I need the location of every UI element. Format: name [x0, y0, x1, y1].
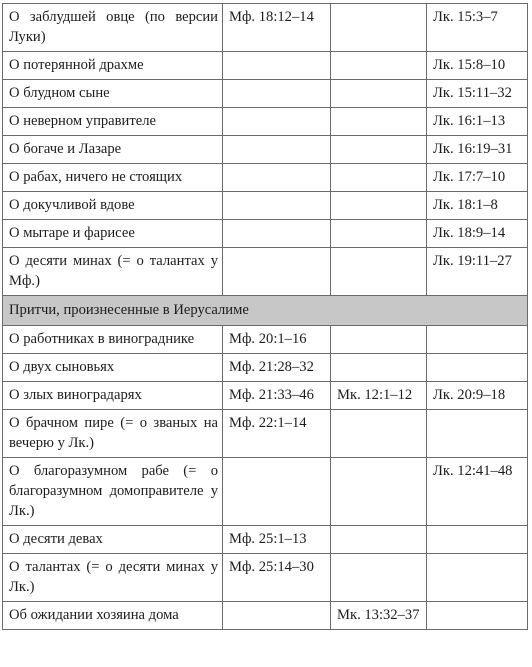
parable-name-cell: О потерянной драхме	[3, 52, 223, 80]
parable-name-cell: О десяти минах (= о талантах у Мф.)	[3, 248, 223, 296]
luke-ref-cell	[427, 554, 528, 602]
parable-name-cell: Об ожидании хозяина дома	[3, 602, 223, 630]
mark-ref-cell	[331, 80, 427, 108]
matthew-ref-cell	[223, 192, 331, 220]
table-row	[3, 382, 528, 410]
mark-ref-cell	[331, 554, 427, 602]
mark-ref-cell	[331, 220, 427, 248]
luke-ref-cell: Лк. 17:7–10	[427, 164, 528, 192]
table-row	[3, 526, 528, 554]
luke-ref-cell: Лк. 18:1–8	[427, 192, 528, 220]
luke-ref-cell: Лк. 15:11–32	[427, 80, 528, 108]
matthew-ref-cell	[223, 248, 331, 296]
matthew-ref-cell	[223, 136, 331, 164]
luke-ref-cell: Лк. 15:3–7	[427, 4, 528, 52]
luke-ref-cell	[427, 602, 528, 630]
mark-ref-cell	[331, 354, 427, 382]
table-row	[3, 220, 528, 248]
mark-ref-cell	[331, 526, 427, 554]
table-row	[3, 354, 528, 382]
parable-name-cell: О злых виноградарях	[3, 382, 223, 410]
luke-ref-cell: Лк. 16:19–31	[427, 136, 528, 164]
luke-ref-cell: Лк. 16:1–13	[427, 108, 528, 136]
section-header-row	[3, 296, 528, 326]
parable-name-cell: О докучливой вдове	[3, 192, 223, 220]
matthew-ref-cell: Мф. 20:1–16	[223, 326, 331, 354]
matthew-ref-cell	[223, 80, 331, 108]
parable-name-cell: О брачном пире (= о званых на вечерю у Лк.)	[3, 410, 223, 458]
parable-name-cell: О рабах, ничего не стоящих	[3, 164, 223, 192]
table-row	[3, 410, 528, 458]
table-row	[3, 52, 528, 80]
mark-ref-cell	[331, 52, 427, 80]
mark-ref-cell	[331, 410, 427, 458]
luke-ref-cell	[427, 326, 528, 354]
parables-table	[2, 3, 528, 630]
luke-ref-cell: Лк. 12:41–48	[427, 458, 528, 526]
mark-ref-cell	[331, 136, 427, 164]
parable-name-cell: О талантах (= о десяти минах у Лк.)	[3, 554, 223, 602]
parable-name-cell: О заблудшей овце (по версии Луки)	[3, 4, 223, 52]
luke-ref-cell: Лк. 20:9–18	[427, 382, 528, 410]
parable-name-cell: О неверном управителе	[3, 108, 223, 136]
parable-name-cell: О богаче и Лазаре	[3, 136, 223, 164]
matthew-ref-cell	[223, 220, 331, 248]
matthew-ref-cell: Мф. 18:12–14	[223, 4, 331, 52]
matthew-ref-cell	[223, 52, 331, 80]
table-row	[3, 326, 528, 354]
table-row	[3, 554, 528, 602]
mark-ref-cell: Мк. 13:32–37	[331, 602, 427, 630]
table-row	[3, 248, 528, 296]
table-row	[3, 458, 528, 526]
luke-ref-cell: Лк. 18:9–14	[427, 220, 528, 248]
table-row	[3, 602, 528, 630]
luke-ref-cell	[427, 526, 528, 554]
table-row	[3, 136, 528, 164]
luke-ref-cell: Лк. 19:11–27	[427, 248, 528, 296]
matthew-ref-cell: Мф. 21:33–46	[223, 382, 331, 410]
luke-ref-cell	[427, 354, 528, 382]
parable-name-cell: О мытаре и фарисее	[3, 220, 223, 248]
table-row	[3, 164, 528, 192]
table-row	[3, 192, 528, 220]
mark-ref-cell	[331, 248, 427, 296]
matthew-ref-cell	[223, 108, 331, 136]
mark-ref-cell	[331, 164, 427, 192]
mark-ref-cell	[331, 326, 427, 354]
section-header: Притчи, произнесенные в Иерусалиме	[3, 296, 528, 326]
luke-ref-cell: Лк. 15:8–10	[427, 52, 528, 80]
table-row	[3, 108, 528, 136]
mark-ref-cell	[331, 458, 427, 526]
matthew-ref-cell	[223, 602, 331, 630]
matthew-ref-cell: Мф. 21:28–32	[223, 354, 331, 382]
table-row	[3, 80, 528, 108]
parable-name-cell: О работниках в винограднике	[3, 326, 223, 354]
parables-table-body	[3, 4, 528, 630]
parable-name-cell: О двух сыновьях	[3, 354, 223, 382]
mark-ref-cell	[331, 108, 427, 136]
luke-ref-cell	[427, 410, 528, 458]
table-row	[3, 4, 528, 52]
mark-ref-cell	[331, 4, 427, 52]
matthew-ref-cell: Мф. 22:1–14	[223, 410, 331, 458]
mark-ref-cell: Мк. 12:1–12	[331, 382, 427, 410]
parable-name-cell: О десяти девах	[3, 526, 223, 554]
parable-name-cell: О блудном сыне	[3, 80, 223, 108]
matthew-ref-cell: Мф. 25:1–13	[223, 526, 331, 554]
parable-name-cell: О благоразумном рабе (= о благоразумном домоправителе у Лк.)	[3, 458, 223, 526]
mark-ref-cell	[331, 192, 427, 220]
matthew-ref-cell: Мф. 25:14–30	[223, 554, 331, 602]
matthew-ref-cell	[223, 164, 331, 192]
matthew-ref-cell	[223, 458, 331, 526]
